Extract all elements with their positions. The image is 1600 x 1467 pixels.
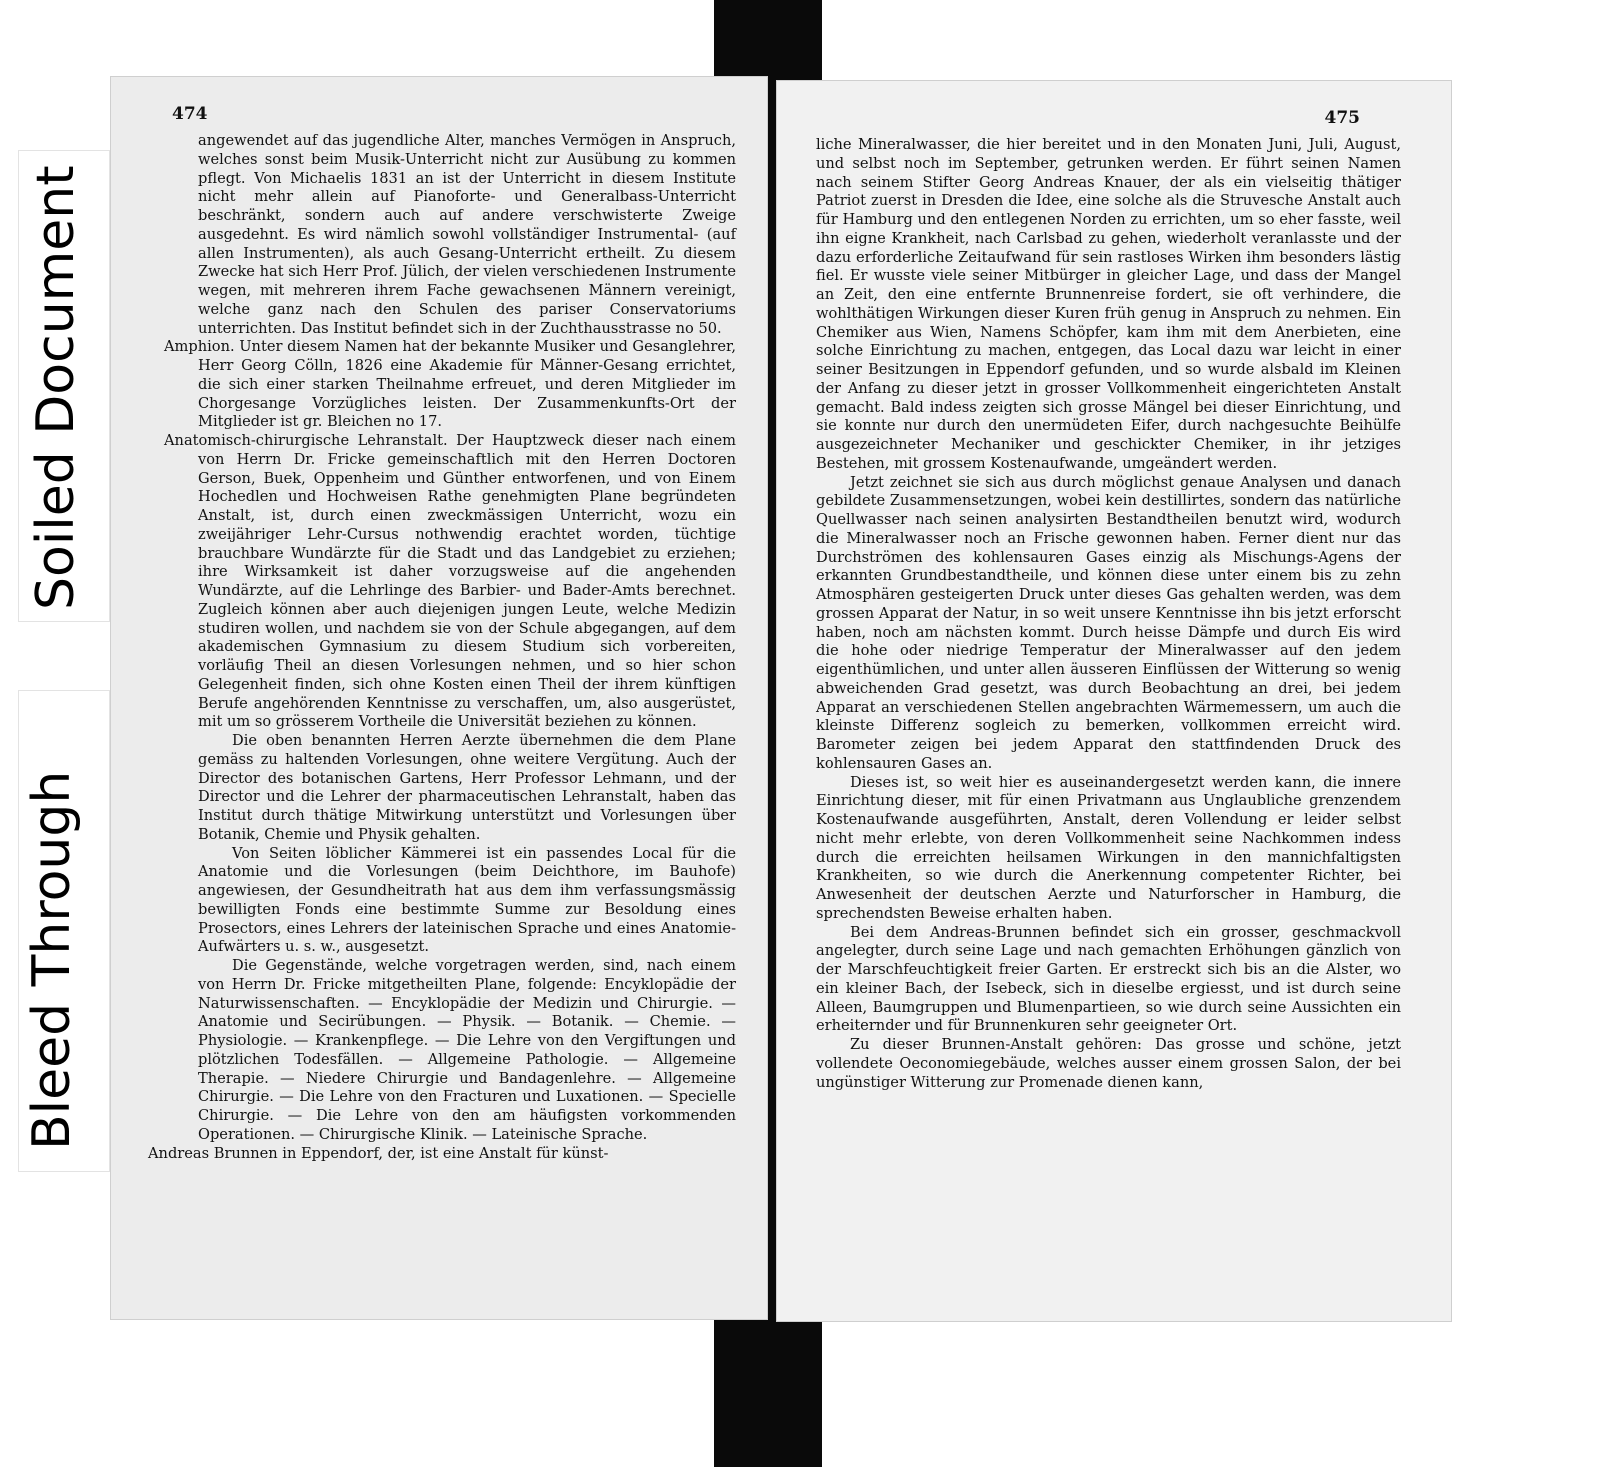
paragraph: liche Mineralwasser, die hier bereitet und in den Monaten Juni, Juli, August, und selbst noch im September, getrunken werden. Er führt seinen Namen nach seinem Stifter Georg Andreas Knauer, der als ein vielseitig thätiger Patriot zuerst in Dresden die Idee, eine solche als die Struvesche Anstalt auch für Hamburg und den entlegenen Norden zu errichten, um so eher fasste, weil ihn eigne Krankheit, nach Carlsbad zu gehen, wiederholt veranlasste und der dazu erforderliche Zeitaufwand für sein rastloses Wirken ihm besonders lästig fiel. Er wusste viele seiner Mitbürger in gleicher Lage, und dass der Mangel an Zeit, den eine entfernte Brunnenreise fordert, sie oft verhindere, die wohlthätigen Wirkungen dieser Kuren früh genug in Anspruch zu nehmen. Ein Chemiker aus Wien, Namens Schöpfer, kam ihm mit dem Anerbieten, eine solche Einrichtung zu machen, entgegen, das Local dazu war leicht in einer seiner Besitzungen in Eppendorf gefunden, und so wurde alsbald im Kleinen der Anfang zu dieser jetzt in grosser Vollkommenheit eingerichteten Anstalt gemacht. Bald indess zeigten sich grosse Mängel bei dieser Einrichtung, und sie konnte nur durch den unermüdeten Eifer, durch nachgesuchte Beihülfe ausgezeichneter Mechaniker und geschickter Chemiker, in ihr jetziges Bestehen, mit grossem Kostenaufwande, umgeändert werden. <box>816 136 1401 472</box>
right-page-text <box>816 136 1401 1092</box>
paragraph-amphion: Amphion. Unter diesem Namen hat der bekannte Musiker und Gesanglehrer, Herr Georg Cölln, 1826 eine Akademie für Männer-Gesang errichtet, die sich einer starken Theilnahme erfreuet, und deren Mitglieder im Chorgesange Vorzügliches leisten. Der Zusammenkunfts-Ort der Mitglieder ist gr. Bleichen no 17. <box>164 338 736 431</box>
soiled-document-label: Soiled Document <box>26 165 86 610</box>
right-page <box>776 80 1452 1322</box>
paragraph: Von Seiten löblicher Kämmerei ist ein passendes Local für die Anatomie und die Vorlesungen (beim Deichthore, im Bauhofe) angewiesen, der Gesundheitrath hat aus dem ihm verfassungsmässig bewilligten Fonds eine bestimmte Summe zur Besoldung eines Prosectors, eines Lehrers der lateinischen Sprache und eines Anatomie-Aufwärters u. s. w., ausgesetzt. <box>198 844 736 956</box>
paragraph: Die Gegenstände, welche vorgetragen werden, sind, nach einem von Herrn Dr. Fricke mitgetheilten Plane, folgende: Encyklopädie der Naturwissenschaften. — Encyklopädie der Medizin und Chirurgie. — Anatomie und Secirübungen. — Physik. — Botanik. — Chemie. — Physiologie. — Krankenpflege. — Die Lehre von den Vergiftungen und plötzlichen Todesfällen. — Allgemeine Pathologie. — Allgemeine Therapie. — Niedere Chirurgie und Bandagenlehre. — Allgemeine Chirurgie. — Die Lehre von den Fracturen und Luxationen. — Specielle Chirurgie. — Die Lehre von den am häufigsten vorkommenden Operationen. — Chirurgische Klinik. — Lateinische Sprache. <box>198 957 736 1143</box>
page-number-left: 474 <box>172 104 208 124</box>
bleed-through-label: Bleed Through <box>22 770 82 1150</box>
paragraph: Jetzt zeichnet sie sich aus durch möglichst genaue Analysen und danach gebildete Zusammensetzungen, wobei kein destillirtes, sondern das natürliche Quellwasser nach seinen analysirten Bestandtheilen benutzt wird, wodurch die Mineralwasser noch an Frische gewonnen haben. Ferner dient nur das Durchströmen des kohlensauren Gases einzig als Mischungs-Agens der erkannten Grundbestandtheile, und können diese unter einem bis zu zehn Atmosphären gesteigerten Druck unter dieses Gas gehalten werden, was dem grossen Apparat der Natur, in so weit unsere Kenntnisse ihn bis jetzt erforscht haben, noch am nächsten kommt. Durch heisse Dämpfe und durch Eis wird die hohe oder niedrige Temperatur der Mineralwasser auf den jedem eigenthümlichen, und unter allen äusseren Einflüssen der Witterung so wenig abweichenden Grad gesetzt, was durch Beobachtung an drei, bei jedem Apparat an verschiedenen Stellen angebrachten Wärmemessern, um auch die kleinste Differenz sogleich zu bemerken, vollkommen erreicht wird. Barometer zeigen bei jedem Apparat den stattfindenden Druck des kohlensauren Gases an. <box>816 473 1401 772</box>
paragraph: Dieses ist, so weit hier es auseinandergesetzt werden kann, die innere Einrichtung dieser, mit für einen Privatmann aus Unglaubliche grenzendem Kostenaufwande ausgeführten, Anstalt, deren Vollendung er leider selbst nicht mehr erlebte, von deren Vollkommenheit seine Nachkommen indess durch die erreichten heilsamen Wirkungen in den mannichfaltigsten Krankheiten, so wie durch die Anerkennung competenter Richter, bei Anwesenheit der deutschen Aerzte und Naturforscher in Hamburg, die sprechendsten Beweise erhalten haben. <box>816 773 1401 922</box>
paragraph: Die oben benannten Herren Aerzte übernehmen die dem Plane gemäss zu haltenden Vorlesungen, ohne weitere Vergütung. Auch der Director des botanischen Gartens, Herr Professor Lehmann, und der Director und die Lehrer der pharmaceutischen Lehranstalt, haben das Institut durch thätige Mitwirkung unterstützt und Vorlesungen über Botanik, Chemie und Physik gehalten. <box>198 732 736 843</box>
paragraph-andreas-brunnen: Andreas Brunnen in Eppendorf, der, ist eine Anstalt für künst- <box>148 1144 609 1162</box>
paragraph-anatomisch: Anatomisch-chirurgische Lehranstalt. Der Hauptzweck dieser nach einem von Herrn Dr. Fricke gemeinschaftlich mit den Herren Doctoren Gerson, Buek, Oppenheim und Günther entworfenen, und von Einem Hochedlen und Hochweisen Rathe genehmigten Plane begründeten Anstalt, ist, durch einen zweckmässigen Unterricht, wozu ein zweijähriger Lehr-Cursus nothwendig erachtet worden, tüchtige brauchbare Wundärzte für die Stadt und das Landgebiet zu erziehen; ihre Wirksamkeit ist daher vorzugsweise auf die angehenden Wundärzte, auf die Lehrlinge des Barbier- und Bader-Amts berechnet. Zugleich können aber auch diejenigen jungen Leute, welche Medizin studiren wollen, und nachdem sie von der Schule abgegangen, auf dem akademischen Gymnasium zu diesem Studium sich vorbereiten, vorläufig Theil an diesen Vorlesungen nehmen, und so hier schon Gelegenheit finden, sich ohne Kosten einen Theil der ihrem künftigen Berufe angehörenden Kenntnisse zu verschaffen, um, also ausgerüstet, mit um so grösserem Vortheile die Universität beziehen zu können. <box>164 432 736 731</box>
page-number-right: 475 <box>1324 108 1360 128</box>
left-page-text <box>148 132 736 1163</box>
paragraph: Zu dieser Brunnen-Anstalt gehören: Das grosse und schöne, jetzt vollendete Oeconomiegebäude, welches ausser einem grossen Salon, der bei ungünstiger Witterung zur Promenade dienen kann, <box>816 1036 1401 1091</box>
paragraph: Bei dem Andreas-Brunnen befindet sich ein grosser, geschmackvoll angelegter, durch seine Lage und nach gemachten Erhöhungen gänzlich von der Marschfeuchtigkeit freier Garten. Er erstreckt sich bis an die Alster, wo ein kleiner Bach, der Isebeck, sich in dieselbe ergiesst, und ist durch seine Alleen, Baumgruppen und Blumenpartieen, so wie durch seine Aussichten ein erheiternder und für Brunnenkuren sehr geeigneter Ort. <box>816 923 1401 1035</box>
side-label-strip <box>0 0 110 1467</box>
left-page <box>110 76 768 1320</box>
paragraph: angewendet auf das jugendliche Alter, manches Vermögen in Anspruch, welches sonst beim Musik-Unterricht nicht zur Ausübung zu kommen pflegt. Von Michaelis 1831 an ist der Unterricht in diesem Institute nicht mehr allein auf Pianoforte- und Generalbass-Unterricht beschränkt, sondern auch auf andere verschwisterte Zweige ausgedehnt. Es wird nämlich sowohl vollständiger Instrumental- (auf allen Instrumenten), als auch Gesang-Unterricht ertheilt. Zu diesem Zwecke hat sich Herr Prof. Jülich, der vielen verschiedenen Instrumente wegen, mit mehreren ihrem Fache gewachsenen Männern vereinigt, welche ganz nach den Schulen des pariser Conservatoriums unterrichten. Das Institut befindet sich in der Zuchthausstrasse no 50. <box>198 132 736 337</box>
